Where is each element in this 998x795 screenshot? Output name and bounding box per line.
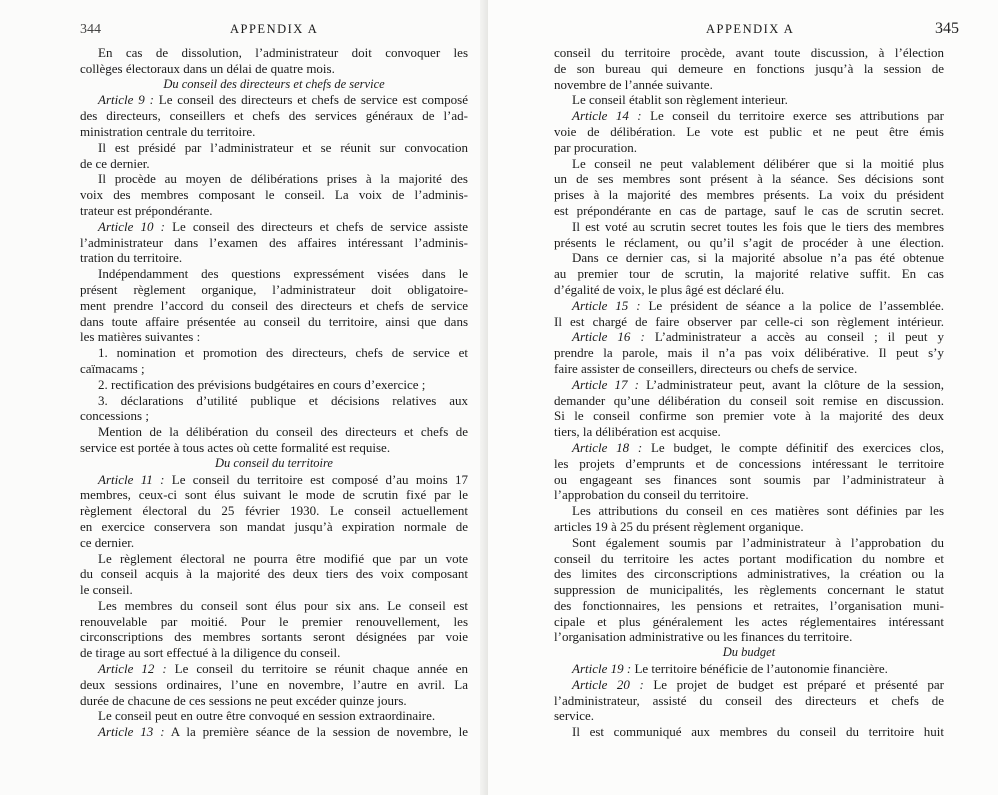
line-text: circonscriptions des membres sortants seront désignées par voie	[80, 629, 468, 645]
text-line	[554, 187, 944, 203]
line-text: des directeurs, conseillers et chefs des services généraux de l’ad-	[80, 108, 468, 124]
line-text: au premier tour de scrutin, la majorité relative suffit. En cas	[554, 266, 944, 282]
text-line	[554, 156, 944, 172]
text-line	[80, 724, 468, 740]
text-line	[80, 472, 468, 488]
line-text: l’administrateur dans l’examen des affaires intéressant l’adminis-	[80, 234, 468, 250]
text-line	[554, 456, 944, 472]
line-text: articles 19 à 25 du présent règlement organique.	[554, 518, 804, 534]
line-text: Du conseil du territoire	[215, 455, 333, 470]
line-text: Le conseil des directeurs et chefs de service est composé	[153, 92, 468, 108]
line-text: Le projet de budget est préparé et présenté par	[643, 676, 944, 692]
line-text: faire assister de conseillers, directeurs ou chefs de service.	[554, 360, 858, 376]
text-line	[80, 503, 468, 519]
text-line	[554, 551, 944, 567]
line-text: Il est communiqué aux membres du conseil du territoire huit	[572, 724, 944, 740]
line-text: Il est présidé par l’administrateur et se réunit sur convocation	[98, 139, 468, 155]
text-line	[80, 314, 468, 330]
line-text: concessions ;	[80, 408, 149, 424]
text-line	[80, 598, 468, 614]
text-line	[554, 361, 944, 377]
line-text: A la première séance de la session de novembre, le	[164, 724, 468, 740]
left-page	[0, 0, 488, 795]
line-text: Le conseil peut en outre être convoqué en session extraordinaire.	[98, 708, 436, 724]
text-line	[554, 503, 944, 519]
text-line	[554, 266, 944, 282]
section-heading	[554, 645, 944, 661]
line-text: renouvelable par moitié. Pour le premier renouvellement, les	[80, 613, 468, 629]
line-text: conseil du territoire les actes portant modification du nombre et	[554, 550, 944, 566]
text-line	[80, 440, 468, 456]
text-line	[554, 519, 944, 535]
line-text: tiers, la délibération est acquise.	[554, 424, 721, 440]
text-line	[80, 250, 468, 266]
line-text: Le conseil du territoire se réunit chaque année en	[166, 661, 468, 677]
line-text: règlement électoral du 25 février 1930. Le conseil actuellement	[80, 503, 468, 519]
line-text: Le conseil établit son règlement interieur.	[572, 92, 788, 108]
section-heading	[80, 456, 468, 472]
text-line	[554, 693, 944, 709]
line-text: L’administrateur a accès au conseil ; il peut y	[644, 329, 944, 345]
text-line	[554, 582, 944, 598]
text-line	[80, 408, 468, 424]
line-text: trateur est prépondérante.	[80, 202, 213, 218]
text-line	[554, 171, 944, 187]
right-page-number: 345	[935, 20, 959, 37]
text-line	[80, 156, 468, 172]
text-line	[554, 393, 944, 409]
text-line	[80, 345, 468, 361]
text-line	[80, 171, 468, 187]
text-line	[554, 661, 944, 677]
text-line	[554, 708, 944, 724]
text-line	[554, 472, 944, 488]
line-text: 2. rectification des prévisions budgétaires en cours d’exercice ;	[98, 376, 426, 392]
text-line	[554, 203, 944, 219]
left-page-text	[80, 45, 468, 740]
text-line	[80, 629, 468, 645]
line-text: Il est chargé de faire observer par celle-ci son règlement intérieur.	[554, 313, 944, 329]
text-line	[80, 266, 468, 282]
article-label: Article 9 :	[98, 92, 154, 108]
line-text: Le budget, le compte définitif des exercices clos,	[642, 439, 944, 455]
line-text: Il est voté au scrutin secret toutes les fois que le tiers des membres	[572, 218, 944, 234]
text-line	[554, 677, 944, 693]
line-text: caïmacams ;	[80, 360, 145, 376]
line-text: un de ses membres sont présent à la séance. Ses décisions sont	[554, 171, 944, 187]
line-text: Si le conseil confirme son premier vote à la majorité des deux	[554, 408, 944, 424]
line-text: ce dernier.	[80, 534, 135, 550]
line-text: cipale et plus généralement les actes réglementaires intéressant	[554, 613, 944, 629]
line-text: des limites des circonscriptions administratives, la création ou la	[554, 566, 944, 582]
line-text: Dans ce dernier cas, si la majorité absolue n’a pas été obtenue	[572, 250, 944, 266]
line-text: ministration centrale du territoire.	[80, 123, 256, 139]
text-line	[80, 61, 468, 77]
text-line	[80, 361, 468, 377]
line-text: Le conseil ne peut valablement délibérer que si la moitié plus	[572, 155, 944, 171]
line-text: présents le réclament, ou qu’il s’agit de procéder à une élection.	[554, 234, 944, 250]
line-text: Les attributions du conseil en ces matières sont définies par les	[572, 503, 944, 519]
line-text: de ce dernier.	[80, 155, 150, 171]
right-page	[488, 0, 998, 795]
article-label: Article 10 :	[98, 218, 165, 234]
text-line	[80, 424, 468, 440]
line-text: Le conseil des directeurs et chefs de service assiste	[164, 218, 468, 234]
text-line	[80, 377, 468, 393]
line-text: dans toute affaire présentée au conseil du territoire, ainsi que dans	[80, 313, 468, 329]
article-label: Article 18 :	[572, 439, 643, 455]
text-line	[554, 314, 944, 330]
line-text: l’approbation du conseil du territoire.	[554, 487, 749, 503]
line-text: Sont également soumis par l’administrateur à l’approbation du	[572, 534, 944, 550]
line-text: Le conseil du territoire exerce ses attributions par	[641, 108, 944, 124]
line-text: ou engageant ses finances sont soumis par l’administrateur à	[554, 471, 944, 487]
text-line	[80, 298, 468, 314]
line-text: 1. nomination et promotion des directeurs, chefs de service et	[98, 345, 468, 361]
text-line	[80, 235, 468, 251]
line-text: suppression de municipalités, les règlements concernant le statut	[554, 582, 944, 598]
line-text: le conseil.	[80, 582, 133, 598]
left-running-head: APPENDIX A	[230, 22, 319, 36]
line-text: novembre de l’année suivante.	[554, 76, 713, 92]
text-line	[554, 424, 944, 440]
article-label: Article 15 :	[572, 297, 641, 313]
article-label: Article 11 :	[98, 471, 165, 487]
line-text: conseil du territoire procède, avant toute discussion, à l’élection	[554, 45, 944, 60]
text-line	[80, 614, 468, 630]
line-text: durée de chacune de ces sessions ne peut excéder quinze jours.	[80, 692, 407, 708]
text-line	[80, 582, 468, 598]
line-text: Les membres du conseil sont élus pour six ans. Le conseil est	[98, 597, 468, 613]
text-line	[554, 45, 944, 61]
text-line	[80, 108, 468, 124]
text-line	[80, 203, 468, 219]
text-line	[554, 598, 944, 614]
text-line	[554, 724, 944, 740]
line-text: Mention de la délibération du conseil des directeurs et chefs de	[98, 424, 468, 440]
text-line	[554, 282, 944, 298]
line-text: service est portée à tous actes où cette formalité est requise.	[80, 439, 391, 455]
line-text: les projets d’emprunts et de concessions intéressant le territoire	[554, 455, 944, 471]
text-line	[80, 92, 468, 108]
text-line	[80, 487, 468, 503]
article-label: Article 13 :	[98, 724, 165, 740]
line-text: tration du territoire.	[80, 250, 183, 266]
article-label: Article 20 :	[572, 676, 644, 692]
text-line	[80, 693, 468, 709]
text-line	[554, 566, 944, 582]
section-heading	[80, 77, 468, 93]
line-text: demander qu’une délibération du conseil soit remise en discussion.	[554, 392, 944, 408]
text-line	[80, 535, 468, 551]
text-line	[80, 124, 468, 140]
text-line	[80, 219, 468, 235]
article-label: Article 12 :	[98, 661, 167, 677]
text-line	[80, 329, 468, 345]
text-line	[554, 92, 944, 108]
line-text: Du conseil des directeurs et chefs de service	[163, 76, 385, 91]
text-line	[80, 519, 468, 535]
text-line	[554, 535, 944, 551]
line-text: Il procède au moyen de délibérations prises à la majorité des	[98, 171, 468, 187]
left-page-number: 344	[80, 22, 101, 37]
right-running-head: APPENDIX A	[706, 22, 795, 36]
text-line	[554, 124, 944, 140]
text-line	[80, 393, 468, 409]
text-line	[554, 629, 944, 645]
line-text: prises à la majorité des membres présents. La voix du président	[554, 187, 944, 203]
article-label: Article 17 :	[572, 376, 639, 392]
line-text: prendre la parole, mais il n’a pas voix délibérative. Il peut s’y	[554, 345, 944, 361]
article-label: Article 14 :	[572, 108, 642, 124]
line-text: collèges électoraux dans un délai de quatre mois.	[80, 60, 335, 76]
line-text: Indépendamment des questions expressément visées dans le	[98, 266, 468, 282]
line-text: Du budget	[722, 645, 776, 660]
text-line	[554, 408, 944, 424]
text-line	[80, 551, 468, 567]
line-text: l’organisation administrative ou les finances du territoire.	[554, 629, 853, 645]
text-line	[554, 345, 944, 361]
text-line	[554, 298, 944, 314]
line-text: service.	[554, 708, 595, 724]
right-page-text	[554, 45, 944, 740]
text-line	[554, 219, 944, 235]
text-line	[554, 440, 944, 456]
text-line	[554, 108, 944, 124]
line-text: Le territoire bénéficie de l’autonomie financière.	[631, 661, 888, 677]
line-text: Le conseil du territoire est composé d’au moins 17	[164, 471, 468, 487]
text-line	[80, 187, 468, 203]
text-line	[554, 235, 944, 251]
text-line	[554, 329, 944, 345]
line-text: l’administrateur, assisté du conseil des directeurs et chefs de	[554, 692, 944, 708]
line-text: membres, ceux-ci sont élus suivant le mode de scrutin fixé par le	[80, 487, 468, 503]
line-text: 3. déclarations d’utilité publique et décisions relatives aux	[98, 392, 468, 408]
line-text: Le président de séance a la police de l’assemblée.	[640, 297, 944, 313]
line-text: voix des membres composant le conseil. La voix de l’adminis-	[80, 187, 468, 203]
text-line	[554, 377, 944, 393]
line-text: est prépondérante en cas de partage, sauf le cas de scrutin secret.	[554, 202, 944, 218]
text-line	[554, 487, 944, 503]
line-text: du conseil acquis à la majorité des deux tiers des voix composant	[80, 566, 468, 582]
line-text: présent règlement organique, l’administrateur doit obligatoire-	[80, 281, 468, 297]
line-text: ment prendre l’accord du conseil des directeurs et chefs de service	[80, 297, 468, 313]
article-label: Article 19 :	[572, 661, 632, 677]
text-line	[80, 645, 468, 661]
text-line	[80, 140, 468, 156]
line-text: En cas de dissolution, l’administrateur doit convoquer les	[98, 45, 468, 60]
line-text: en exercice conservera son mandat jusqu’à expiration normale de	[80, 518, 468, 534]
line-text: de tirage au sort effectué à la diligence du conseil.	[80, 645, 341, 661]
text-line	[554, 77, 944, 93]
line-text: L’administrateur peut, avant la clôture de la session,	[638, 376, 944, 392]
text-line	[554, 250, 944, 266]
text-line	[80, 566, 468, 582]
line-text: deux sessions ordinaires, l’une en novembre, l’autre en avril. La	[80, 676, 468, 692]
line-text: voie de délibération. Le vote est public et ne peut être émis	[554, 123, 944, 139]
text-line	[80, 708, 468, 724]
line-text: les matières suivantes :	[80, 329, 201, 345]
line-text: Le règlement électoral ne pourra être modifié que par un vote	[98, 550, 468, 566]
text-line	[80, 677, 468, 693]
line-text: de son bureau qui demeure en fonctions jusqu’à la session de	[554, 60, 944, 76]
line-text: d’égalité de voix, le plus âgé est déclaré élu.	[554, 281, 785, 297]
text-line	[80, 45, 468, 61]
line-text: par procuration.	[554, 139, 638, 155]
text-line	[554, 61, 944, 77]
text-line	[80, 661, 468, 677]
article-label: Article 16 :	[572, 329, 645, 345]
text-line	[554, 614, 944, 630]
text-line	[80, 282, 468, 298]
text-line	[554, 140, 944, 156]
line-text: des fonctionnaires, les pensions et retraites, l’organisation muni-	[554, 597, 944, 613]
